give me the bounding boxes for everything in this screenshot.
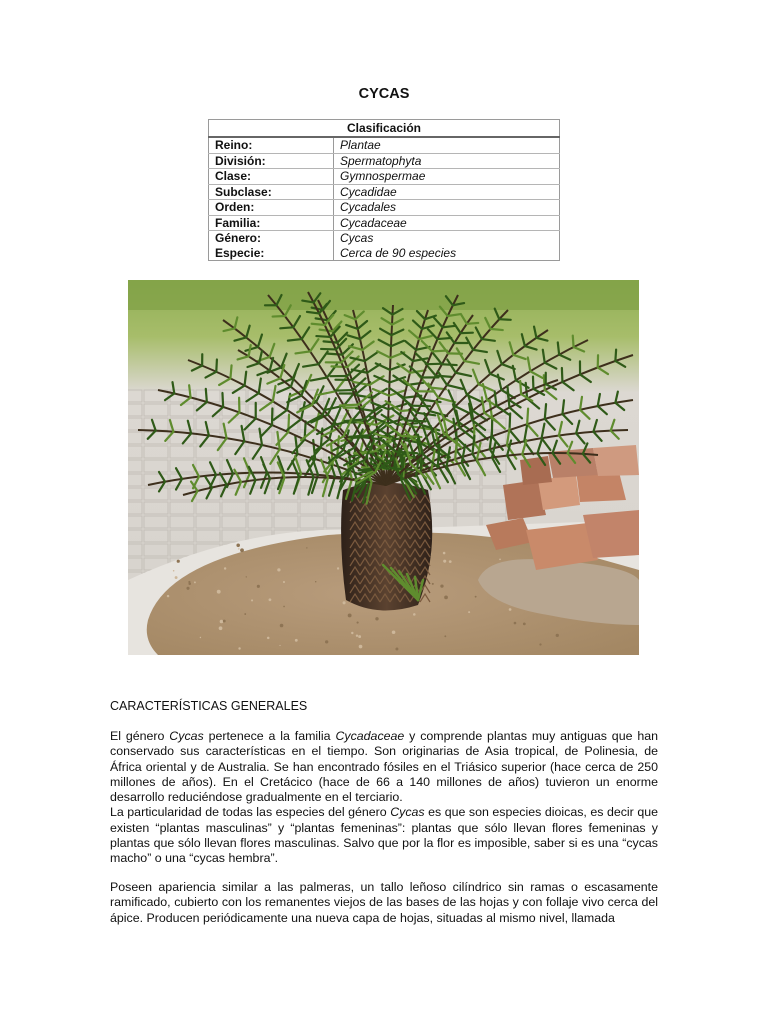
leaflet bbox=[273, 316, 285, 317]
soil-speck bbox=[277, 568, 280, 571]
classification-table bbox=[208, 119, 560, 261]
soil-speck bbox=[325, 640, 328, 643]
table-row bbox=[209, 246, 560, 261]
soil-speck bbox=[375, 617, 378, 620]
text-span: pertenece a la familia bbox=[203, 729, 336, 743]
soil-speck bbox=[295, 639, 298, 642]
leaflet bbox=[437, 338, 451, 339]
soil-speck bbox=[220, 620, 224, 624]
soil-speck bbox=[267, 637, 270, 640]
soil-speck bbox=[468, 611, 470, 613]
soil-speck bbox=[306, 547, 307, 548]
leaflet bbox=[216, 359, 217, 371]
leaflet bbox=[467, 323, 478, 324]
row-key: Especie: bbox=[209, 246, 334, 261]
table-row bbox=[209, 184, 560, 200]
soil-speck bbox=[240, 548, 244, 552]
paragraph-text bbox=[110, 729, 658, 805]
text-span: y comprende plantas muy antiguas que han conservado sus características en el tiempo. Son originarias de Asia tropical, de Polinesia, de África oriental y de Australia. Se han encontrado fósiles en el Triásico superior (hace cerca de 250 millones de años). En el Cretácico (hace de 66 a 140 millones de años) tuvieron un enorme desarrollo reduciéndose gradualmente en el terciario. bbox=[110, 729, 659, 805]
soil-speck bbox=[238, 548, 239, 549]
leaflet bbox=[332, 366, 348, 367]
row-key: División: bbox=[209, 153, 334, 169]
leaflet bbox=[558, 342, 559, 354]
soil-speck bbox=[509, 608, 512, 611]
table-row bbox=[209, 215, 560, 231]
row-value: Cerca de 90 especies bbox=[334, 246, 560, 261]
leaflet bbox=[340, 405, 358, 406]
text-span: El género bbox=[110, 729, 170, 743]
soil-speck bbox=[395, 647, 398, 650]
soil-speck bbox=[236, 544, 240, 548]
soil-speck bbox=[175, 576, 178, 579]
table-row bbox=[209, 200, 560, 216]
soil-speck bbox=[499, 559, 501, 561]
rock bbox=[593, 445, 639, 476]
soil-speck bbox=[523, 622, 526, 625]
soil-speck bbox=[359, 645, 363, 649]
leaflet bbox=[527, 409, 528, 425]
paragraph-text: Poseen apariencia similar a las palmeras, un tallo leñoso cilíndrico sin ramas o escasamente ramificado, cubierto con los remanentes viejos de las bases de las hojas y con follaje vivo cerca del ápice. Producen periódicamente una nueva capa de hojas, situadas al mismo nivel, llamada bbox=[110, 880, 658, 925]
row-key: Género: bbox=[209, 231, 334, 246]
soil-speck bbox=[167, 595, 169, 597]
text-span: es que son especies dioicas, es decir que existen “plantas masculinas” y “plantas femeninas”: plantas que sólo llevan flores femeninas y plantas que sólo llevan flores masculinas. Salvo que por la flor es imposible, saber si es una “cycas macho” o una “cycas hembra”. bbox=[110, 805, 658, 866]
leaflet bbox=[499, 319, 510, 320]
soil-speck bbox=[475, 596, 477, 598]
soil-speck bbox=[283, 581, 285, 583]
row-value: Spermatophyta bbox=[334, 153, 560, 169]
table-row bbox=[209, 137, 560, 153]
leaflet bbox=[324, 341, 338, 342]
paragraph-appearance bbox=[110, 880, 658, 926]
cycas-plant-illustration bbox=[128, 280, 639, 655]
table-header-row bbox=[209, 120, 560, 138]
section-heading: CARACTERÍSTICAS GENERALES bbox=[110, 699, 308, 713]
leaflet bbox=[507, 386, 508, 400]
leaflet bbox=[562, 368, 563, 382]
leaflet bbox=[335, 390, 352, 391]
soil-speck bbox=[351, 632, 353, 634]
soil-speck bbox=[251, 599, 253, 601]
soil-speck bbox=[358, 635, 361, 638]
text-span: La particularidad de todas las especies del género bbox=[110, 805, 391, 820]
soil-speck bbox=[514, 622, 517, 625]
rock bbox=[583, 510, 639, 558]
soil-speck bbox=[279, 645, 280, 646]
soil-speck bbox=[280, 624, 284, 628]
row-key: Familia: bbox=[209, 215, 334, 231]
leaflet bbox=[510, 413, 511, 430]
leaflet bbox=[280, 327, 293, 328]
soil-speck bbox=[238, 647, 240, 649]
leaflet bbox=[312, 324, 325, 325]
leaflet bbox=[412, 406, 430, 407]
soil-speck bbox=[443, 560, 446, 563]
row-key: Orden: bbox=[209, 200, 334, 216]
soil-speck bbox=[337, 567, 339, 569]
soil-speck bbox=[440, 584, 443, 587]
genus-italic: Cycas bbox=[169, 729, 204, 743]
soil-speck bbox=[223, 620, 226, 623]
grass-strip bbox=[128, 280, 639, 310]
soil-speck bbox=[556, 634, 559, 637]
soil-speck bbox=[188, 581, 190, 583]
soil-speck bbox=[356, 634, 358, 636]
soil-speck bbox=[348, 613, 352, 617]
leaflet bbox=[328, 354, 343, 355]
paragraph-origins bbox=[110, 729, 658, 867]
soil-speck bbox=[177, 560, 180, 563]
soil-speck bbox=[444, 596, 448, 600]
leaflet bbox=[307, 312, 319, 314]
cycas-photo bbox=[128, 280, 639, 655]
leaflet bbox=[615, 350, 616, 361]
soil-speck bbox=[413, 613, 416, 616]
soil-speck bbox=[219, 626, 223, 630]
soil-speck bbox=[257, 585, 260, 588]
soil-speck bbox=[186, 587, 189, 590]
paragraph-text bbox=[110, 805, 658, 866]
table-row bbox=[209, 231, 560, 246]
soil-speck bbox=[343, 601, 346, 604]
leaflet bbox=[443, 326, 456, 327]
soil-speck bbox=[392, 630, 396, 634]
soil-speck bbox=[194, 581, 196, 583]
leaflet bbox=[520, 381, 521, 394]
row-key: Subclase: bbox=[209, 184, 334, 200]
leaflet bbox=[189, 385, 190, 397]
soil-speck bbox=[283, 606, 285, 608]
soil-speck bbox=[224, 567, 226, 569]
row-value: Plantae bbox=[334, 137, 560, 153]
leaflet bbox=[222, 393, 223, 407]
rock bbox=[520, 456, 552, 485]
row-value: Cycadidae bbox=[334, 184, 560, 200]
soil-speck bbox=[173, 570, 175, 572]
soil-speck bbox=[357, 622, 359, 624]
soil-speck bbox=[200, 637, 201, 638]
leaflet bbox=[206, 389, 207, 402]
leaflet bbox=[573, 336, 574, 347]
leaflet bbox=[545, 404, 546, 419]
soil-speck bbox=[246, 576, 247, 577]
row-key: Reino: bbox=[209, 137, 334, 153]
table-row bbox=[209, 169, 560, 185]
soil-speck bbox=[449, 560, 452, 563]
leaflet bbox=[288, 339, 302, 341]
soil-speck bbox=[539, 643, 541, 645]
row-value: Cycadales bbox=[334, 200, 560, 216]
row-key: Clase: bbox=[209, 169, 334, 185]
leaflet bbox=[432, 351, 447, 352]
leaflet bbox=[491, 329, 503, 330]
soil-speck bbox=[444, 635, 446, 637]
soil-speck bbox=[443, 552, 446, 555]
document-title: CYCAS bbox=[358, 86, 410, 102]
row-value: Cycas bbox=[334, 231, 560, 246]
family-italic: Cycadaceae bbox=[335, 729, 405, 743]
soil-speck bbox=[244, 613, 246, 615]
soil-speck bbox=[432, 583, 434, 585]
leaflet bbox=[316, 336, 330, 337]
soil-speck bbox=[315, 581, 316, 582]
row-value: Gymnospermae bbox=[334, 169, 560, 185]
table-header: Clasificación bbox=[209, 120, 560, 138]
table-row bbox=[209, 153, 560, 169]
leaflet bbox=[345, 420, 364, 421]
row-value: Cycadaceae bbox=[334, 215, 560, 231]
soil-speck bbox=[217, 590, 221, 594]
leaflet bbox=[230, 365, 231, 378]
genus-italic: Cycas bbox=[390, 805, 425, 820]
soil-speck bbox=[269, 598, 272, 601]
leaflet bbox=[407, 421, 426, 422]
